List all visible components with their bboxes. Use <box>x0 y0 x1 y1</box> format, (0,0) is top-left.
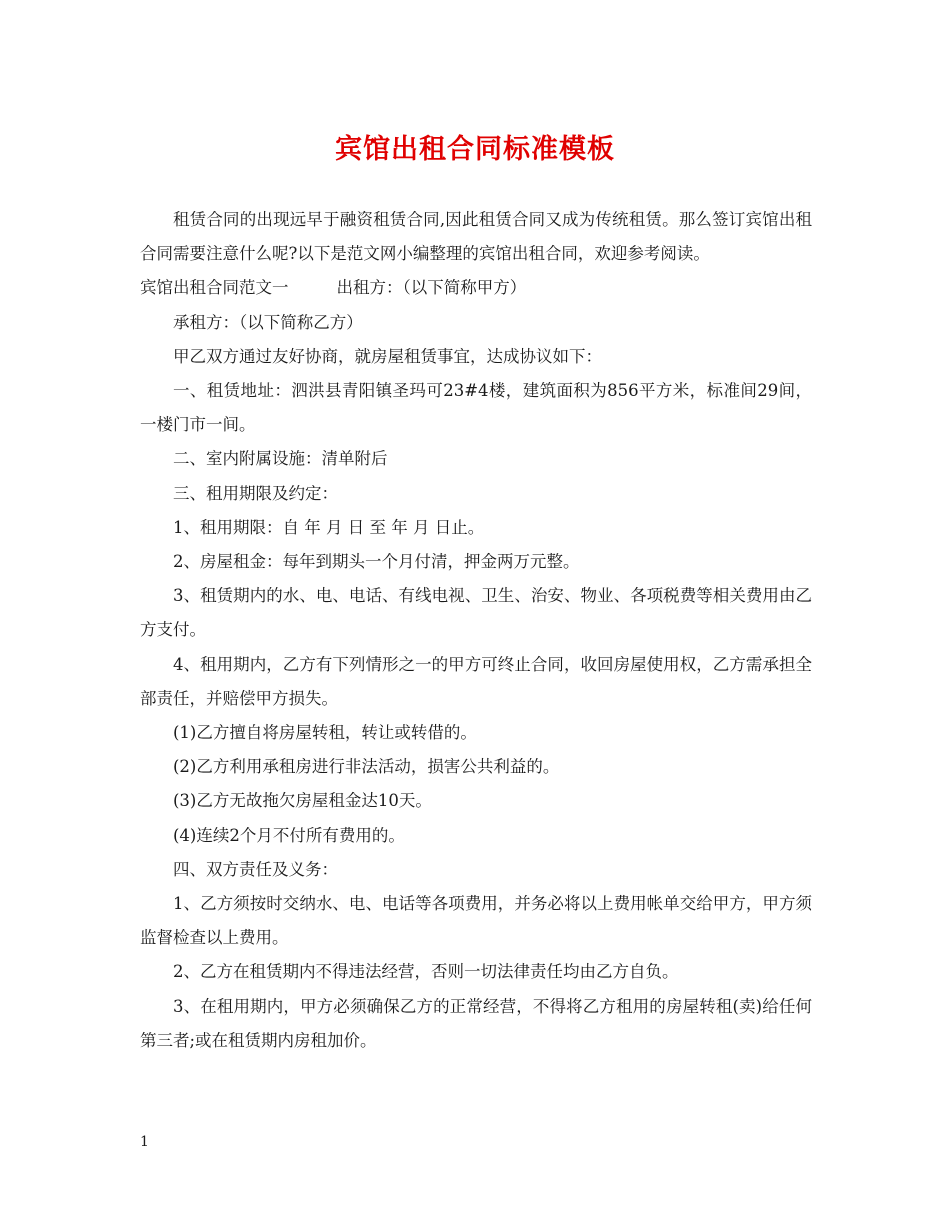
clause-2: 二、室内附属设施：清单附后 <box>173 449 388 469</box>
lessee-line: 承租方：（以下简称乙方） <box>173 312 363 332</box>
clause-4: 四、双方责任及义务： <box>173 859 338 879</box>
clause-3-item-1: 1、租用期限：自 年 月 日 至 年 月 日止。 <box>173 517 485 537</box>
document-title: 宾馆出租合同标准模板 <box>335 134 615 165</box>
clause-3: 三、租用期限及约定： <box>173 483 338 503</box>
clause-4-item-2: 2、乙方在租赁期内不得违法经营，否则一切法律责任均由乙方自负。 <box>173 962 679 982</box>
intro-paragraph: 租赁合同的出现远早于融资租赁合同,因此租赁合同又成为传统租赁。那么签订宾馆出租合同需要注意什么呢?以下是范文网小编整理的宾馆出租合同，欢迎参考阅读。 <box>140 210 812 264</box>
clause-4-item-1: 1、乙方须按时交纳水、电、电话等各项费用，并务必将以上费用帐单交给甲方，甲方须监督检查以上费用。 <box>140 894 812 948</box>
clause-3-4-sub-1: (1)乙方擅自将房屋转租，转让或转借的。 <box>173 723 477 743</box>
clause-3-item-2: 2、房屋租金：每年到期头一个月付清，押金两万元整。 <box>173 552 580 572</box>
clause-1: 一、租赁地址：泗洪县青阳镇圣玛可23#4楼，建筑面积为856平方米，标准间29间，一楼门市一间。 <box>140 381 812 435</box>
clause-3-item-4: 4、租用期内，乙方有下列情形之一的甲方可终止合同，收回房屋使用权，乙方需承担全部责任，并赔偿甲方损失。 <box>140 654 812 708</box>
sample-heading: 宾馆出租合同范文一 <box>140 278 289 298</box>
agreement-line: 甲乙双方通过友好协商，就房屋租赁事宜，达成协议如下： <box>173 346 602 366</box>
lessor-line: 出租方：（以下简称甲方） <box>336 278 527 298</box>
document-body <box>140 203 812 1058</box>
sample-heading-line <box>140 271 812 305</box>
clause-3-4-sub-2: (2)乙方利用承租房进行非法活动，损害公共利益的。 <box>173 757 560 777</box>
clause-3-4-sub-4: (4)连续2个月不付所有费用的。 <box>173 825 405 845</box>
clause-3-item-3: 3、租赁期内的水、电、电话、有线电视、卫生、治安、物业、各项税费等相关费用由乙方支付。 <box>140 586 812 640</box>
page-number: 1 <box>140 1134 149 1150</box>
clause-3-4-sub-3: (3)乙方无故拖欠房屋租金达10天。 <box>173 791 432 811</box>
clause-4-item-3: 3、在租用期内，甲方必须确保乙方的正常经营，不得将乙方租用的房屋转租(卖)给任何第三者;或在租赁期内房租加价。 <box>140 996 812 1050</box>
